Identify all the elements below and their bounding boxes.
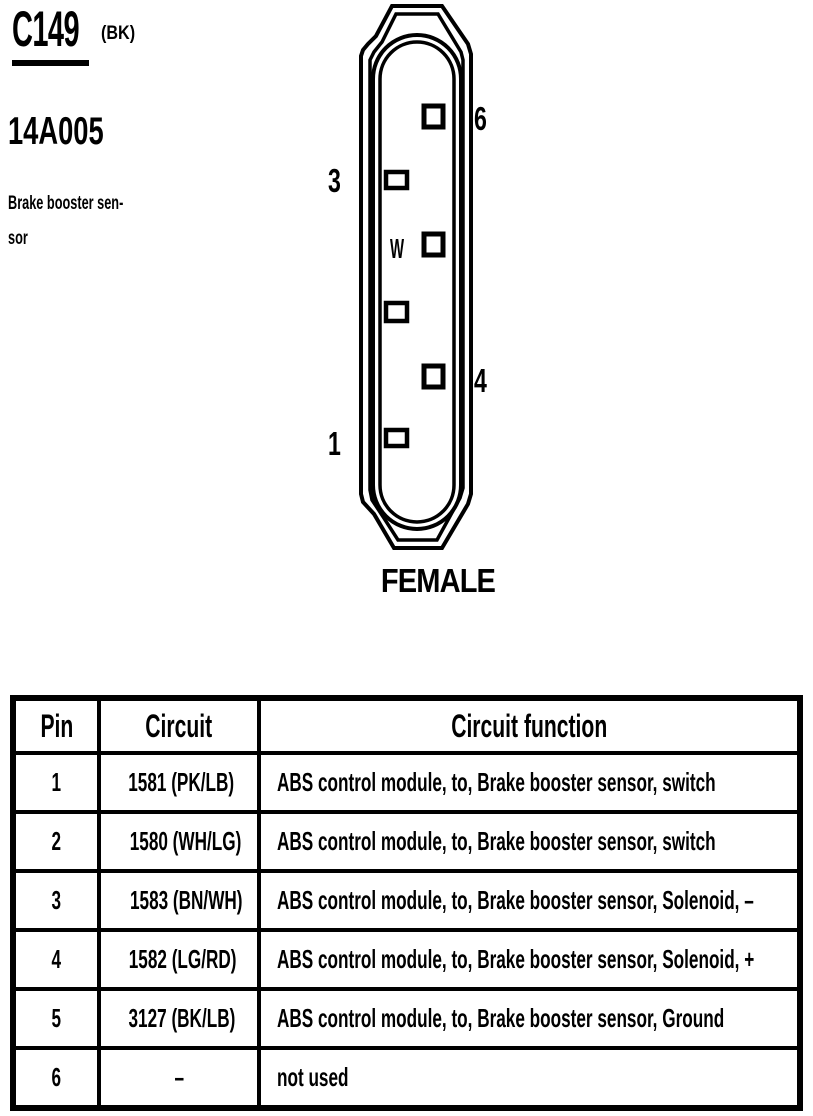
pin-cell: 4: [13, 930, 99, 989]
pin-cell: 5: [13, 989, 99, 1048]
pin-cavity-6: [424, 106, 443, 127]
pinout-header-row: [13, 698, 800, 753]
pin-cavity-3: [386, 172, 407, 188]
table-row-pin-1: [13, 753, 800, 812]
pin-position-label-4: 4: [474, 362, 487, 399]
component-description-line2: sor: [8, 228, 28, 249]
pin-cavity-5: [424, 234, 443, 255]
connector-w-marking: W: [390, 233, 405, 265]
circuit-function-cell: ABS control module, to, Brake booster sensor, switch: [259, 753, 800, 812]
connector-face-diagram: [348, 2, 480, 564]
circuit-function-cell: ABS control module, to, Brake booster sensor, Solenoid, –: [259, 871, 800, 930]
col-header-pin: Pin: [13, 698, 99, 753]
part-number: 14A005: [8, 110, 104, 153]
circuit-function-cell: ABS control module, to, Brake booster sensor, switch: [259, 812, 800, 871]
col-header-circuit-function: Circuit function: [259, 698, 800, 753]
pin-position-label-3: 3: [328, 162, 341, 199]
circuit-cell: –: [99, 1048, 259, 1108]
circuit-cell: 1580 (WH/LG): [99, 812, 259, 871]
table-row-pin-3: [13, 871, 800, 930]
circuit-cell: 1583 (BN/WH): [99, 871, 259, 930]
circuit-function-cell: not used: [259, 1048, 800, 1108]
connector-id-underline: [12, 60, 89, 66]
circuit-cell: 3127 (BK/LB): [99, 989, 259, 1048]
col-header-circuit: Circuit: [99, 698, 259, 753]
table-row-pin-2: [13, 812, 800, 871]
pin-cell: 1: [13, 753, 99, 812]
table-row-pin-4: [13, 930, 800, 989]
pin-position-label-6: 6: [474, 100, 487, 137]
circuit-function-cell: ABS control module, to, Brake booster sensor, Solenoid, +: [259, 930, 800, 989]
component-description-line1: Brake booster sen-: [8, 193, 124, 214]
pin-cell: 2: [13, 812, 99, 871]
pin-cavity-1: [386, 430, 407, 446]
connector-color-code: (BK): [101, 23, 136, 44]
connector-gender-label: FEMALE: [380, 562, 496, 599]
pin-cavity-4: [424, 366, 443, 387]
pin-cell: 3: [13, 871, 99, 930]
pin-cell: 6: [13, 1048, 99, 1108]
table-row-pin-5: [13, 989, 800, 1048]
circuit-cell: 1581 (PK/LB): [99, 753, 259, 812]
circuit-function-cell: ABS control module, to, Brake booster sensor, Ground: [259, 989, 800, 1048]
circuit-cell: 1582 (LG/RD): [99, 930, 259, 989]
pin-cavity-2: [386, 303, 407, 321]
pin-position-label-1: 1: [328, 425, 341, 462]
pinout-table: [10, 695, 803, 1111]
table-row-pin-6: [13, 1048, 800, 1108]
connector-id: C149: [12, 1, 80, 57]
